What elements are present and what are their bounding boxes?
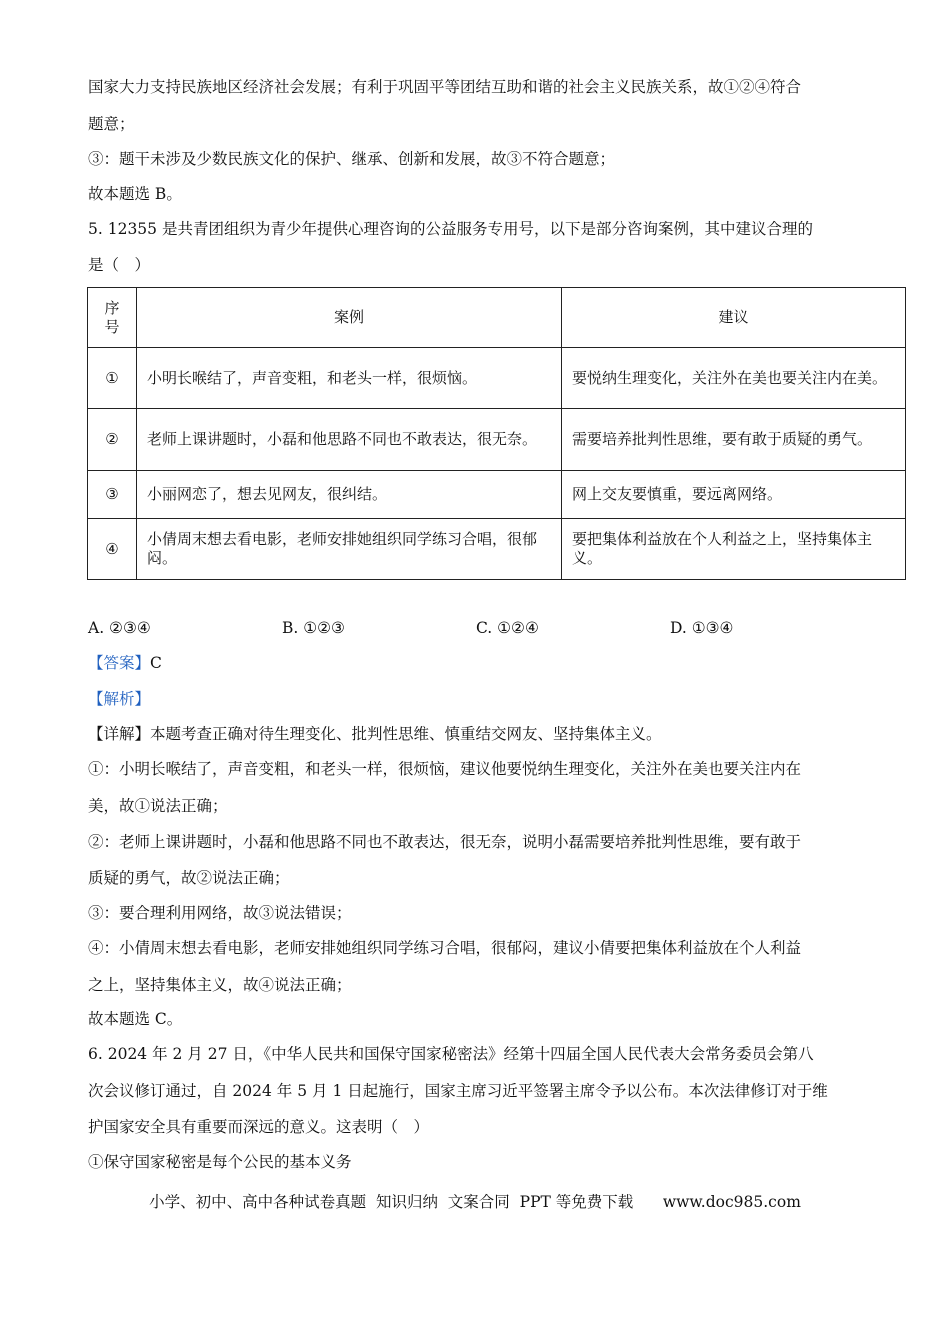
detail-text: 本题考查正确对待生理变化、批判性思维、慎重结交网友、坚持集体主义。	[150, 725, 662, 743]
detail-line: ②：老师上课讲题时，小磊和他思路不同也不敢表达，很无奈，说明小磊需要培养批判性思维，要有敢于	[88, 833, 802, 851]
detail-line: 质疑的勇气，故②说法正确；	[88, 869, 290, 887]
table-row	[88, 348, 906, 409]
answer-tag: 【答案】	[88, 654, 151, 672]
answer-line	[88, 651, 162, 675]
question-6-stem: ①保守国家秘密是每个公民的基本义务	[88, 1153, 352, 1171]
table-row	[88, 519, 906, 580]
question-5-stem: 是（ ）	[88, 256, 151, 274]
detail-line: ③：要合理利用网络，故③说法错误；	[88, 904, 352, 922]
row-index: ③	[88, 471, 137, 519]
header-suggestion: 建议	[562, 288, 906, 348]
question-6-stem: 6. 2024 年 2 月 27 日，《中华人民共和国保守国家秘密法》经第十四届全国人民代表大会常务委员会第八	[88, 1045, 814, 1063]
detail-tag: 【详解】	[88, 725, 151, 743]
intro-line: 题意；	[88, 115, 135, 133]
consultation-table	[87, 287, 906, 580]
answer-value: C	[150, 654, 162, 672]
table-row	[88, 471, 906, 519]
intro-line: 故本题选 B。	[88, 185, 182, 203]
row-case: 小丽网恋了，想去见网友，很纠结。	[137, 471, 562, 519]
row-suggestion: 网上交友要慎重，要远离网络。	[562, 471, 906, 519]
option-c[interactable]: C. ①②④	[476, 619, 539, 637]
question-6-stem: 护国家安全具有重要而深远的意义。这表明（ ）	[88, 1118, 430, 1136]
option-b[interactable]: B. ①②③	[282, 619, 345, 637]
row-case: 老师上课讲题时，小磊和他思路不同也不敢表达，很无奈。	[137, 409, 562, 471]
detail-line: 故本题选 C。	[88, 1010, 183, 1028]
header-index-line: 序	[104, 298, 120, 317]
row-suggestion: 要把集体利益放在个人利益之上，坚持集体主义。	[562, 519, 906, 580]
detail-line: ①：小明长喉结了，声音变粗，和老头一样，很烦恼，建议他要悦纳生理变化，关注外在美也要关注内在	[88, 760, 802, 778]
header-case: 案例	[137, 288, 562, 348]
detail-line: ④：小倩周末想去看电影，老师安排她组织同学练习合唱，很郁闷，建议小倩要把集体利益放在个人利益	[88, 939, 802, 957]
row-index: ④	[88, 519, 137, 580]
row-index: ①	[88, 348, 137, 409]
detail-line: 美，故①说法正确；	[88, 797, 228, 815]
page-footer: 小学、初中、高中各种试卷真题 知识归纳 文案合同 PPT 等免费下载 www.doc985.com	[149, 1193, 801, 1211]
detail-line	[88, 722, 662, 746]
row-case: 小倩周末想去看电影，老师安排她组织同学练习合唱，很郁闷。	[137, 519, 562, 580]
row-case: 小明长喉结了，声音变粗，和老头一样，很烦恼。	[137, 348, 562, 409]
header-index	[88, 288, 137, 348]
row-index: ②	[88, 409, 137, 471]
table-row	[88, 409, 906, 471]
intro-line: 国家大力支持民族地区经济社会发展；有利于巩固平等团结互助和谐的社会主义民族关系，故①②④符合	[88, 78, 802, 96]
option-a[interactable]: A. ②③④	[88, 619, 151, 637]
question-5-stem: 5. 12355 是共青团组织为青少年提供心理咨询的公益服务专用号，以下是部分咨询案例，其中建议合理的	[88, 220, 813, 238]
row-suggestion: 需要培养批判性思维，要有敢于质疑的勇气。	[562, 409, 906, 471]
row-suggestion: 要悦纳生理变化，关注外在美也要关注内在美。	[562, 348, 906, 409]
answer-options	[88, 616, 868, 640]
analysis-tag: 【解析】	[88, 690, 151, 708]
detail-line: 之上，坚持集体主义，故④说法正确；	[88, 976, 352, 994]
table-header-row	[88, 288, 906, 348]
intro-line: ③：题干未涉及少数民族文化的保护、继承、创新和发展，故③不符合题意；	[88, 150, 616, 168]
question-6-stem: 次会议修订通过，自 2024 年 5 月 1 日起施行，国家主席习近平签署主席令予以公布。本次法律修订对于维	[88, 1082, 828, 1100]
header-index-line: 号	[104, 317, 120, 336]
option-d[interactable]: D. ①③④	[670, 619, 734, 637]
